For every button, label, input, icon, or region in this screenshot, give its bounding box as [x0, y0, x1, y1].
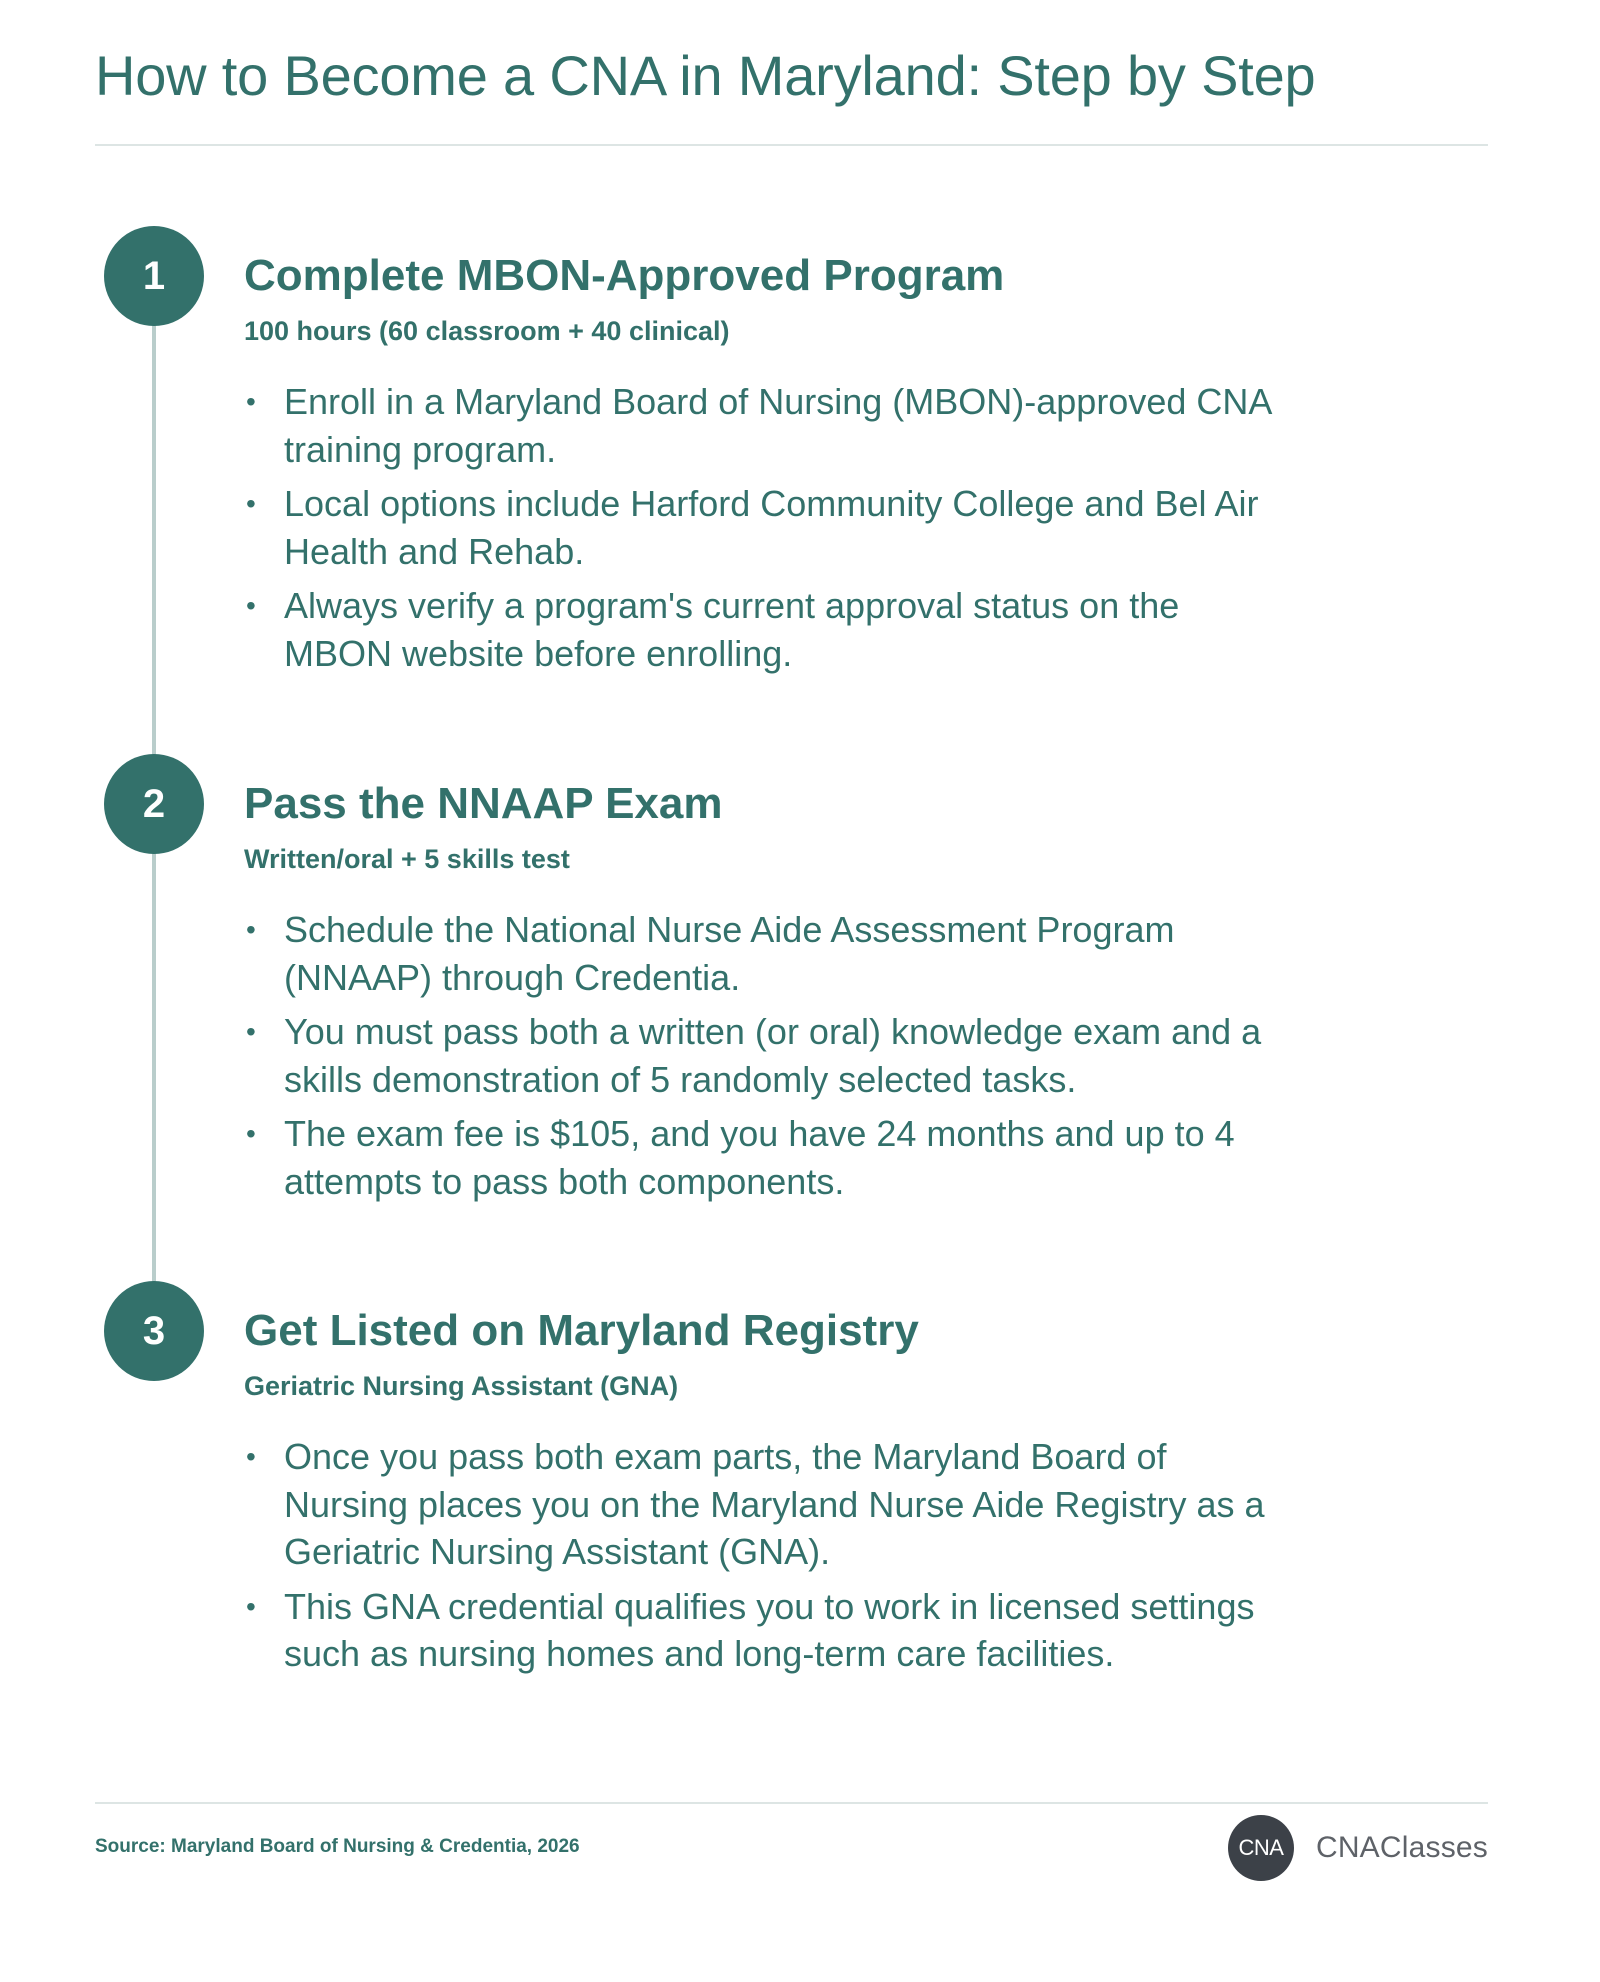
bullet-icon: • [246, 386, 256, 417]
list-item [244, 1583, 1284, 1678]
list-item [244, 378, 1284, 473]
brand-logo-icon: CNA [1228, 1815, 1294, 1881]
page-title: How to Become a CNA in Maryland: Step by Step [95, 44, 1316, 107]
bullet-icon: • [246, 1118, 256, 1149]
step-number-badge: 2 [104, 754, 204, 854]
step-number-badge: 1 [104, 226, 204, 326]
step-bullet-list [244, 378, 1284, 684]
bullet-text: The exam fee is $105, and you have 24 months and up to 4 attempts to pass both components. [284, 1113, 1235, 1202]
bullet-text: Enroll in a Maryland Board of Nursing (MBON)-approved CNA training program. [284, 381, 1271, 470]
header-divider [95, 144, 1488, 146]
brand-name: CNAClasses [1315, 1831, 1488, 1864]
step-bullet-list [244, 906, 1284, 1212]
list-item [244, 480, 1284, 575]
bullet-text: This GNA credential qualifies you to work in licensed settings such as nursing homes and long-term care facilities. [284, 1585, 1255, 1674]
bullet-icon: • [246, 590, 256, 621]
bullet-icon: • [246, 1016, 256, 1047]
bullet-icon: • [246, 1590, 256, 1622]
list-item [244, 582, 1284, 677]
list-item [244, 1433, 1284, 1576]
step-subheading: Written/oral + 5 skills test [244, 844, 570, 874]
step-subheading: 100 hours (60 classroom + 40 clinical) [244, 316, 730, 346]
list-item [244, 906, 1284, 1001]
list-item [244, 1008, 1284, 1103]
source-note: Source: Maryland Board of Nursing & Credentia, 2026 [95, 1836, 580, 1857]
step-heading: Get Listed on Maryland Registry [244, 1306, 919, 1355]
step-number-badge: 3 [104, 1281, 204, 1381]
list-item [244, 1110, 1284, 1205]
footer-divider [95, 1802, 1488, 1804]
bullet-text: Always verify a program's current approval status on the MBON website before enrolling. [284, 585, 1180, 674]
step-heading: Complete MBON-Approved Program [244, 251, 1005, 300]
bullet-text: Local options include Harford Community College and Bel Air Health and Rehab. [284, 483, 1259, 572]
bullet-icon: • [246, 1441, 256, 1472]
bullet-text: Once you pass both exam parts, the Maryland Board of Nursing places you on the Maryland Nurse Aide Registry as a Geriatric Nursing Assistant (GNA). [284, 1436, 1265, 1572]
bullet-text: You must pass both a written (or oral) knowledge exam and a skills demonstration of 5 randomly selected tasks. [284, 1011, 1262, 1100]
step-bullet-list [244, 1433, 1284, 1685]
bullet-text: Schedule the National Nurse Aide Assessment Program (NNAAP) through Credentia. [284, 909, 1175, 998]
step-heading: Pass the NNAAP Exam [244, 779, 723, 828]
bullet-icon: • [246, 914, 256, 945]
step-subheading: Geriatric Nursing Assistant (GNA) [244, 1371, 679, 1401]
brand [1228, 1815, 1488, 1881]
bullet-icon: • [246, 488, 256, 519]
